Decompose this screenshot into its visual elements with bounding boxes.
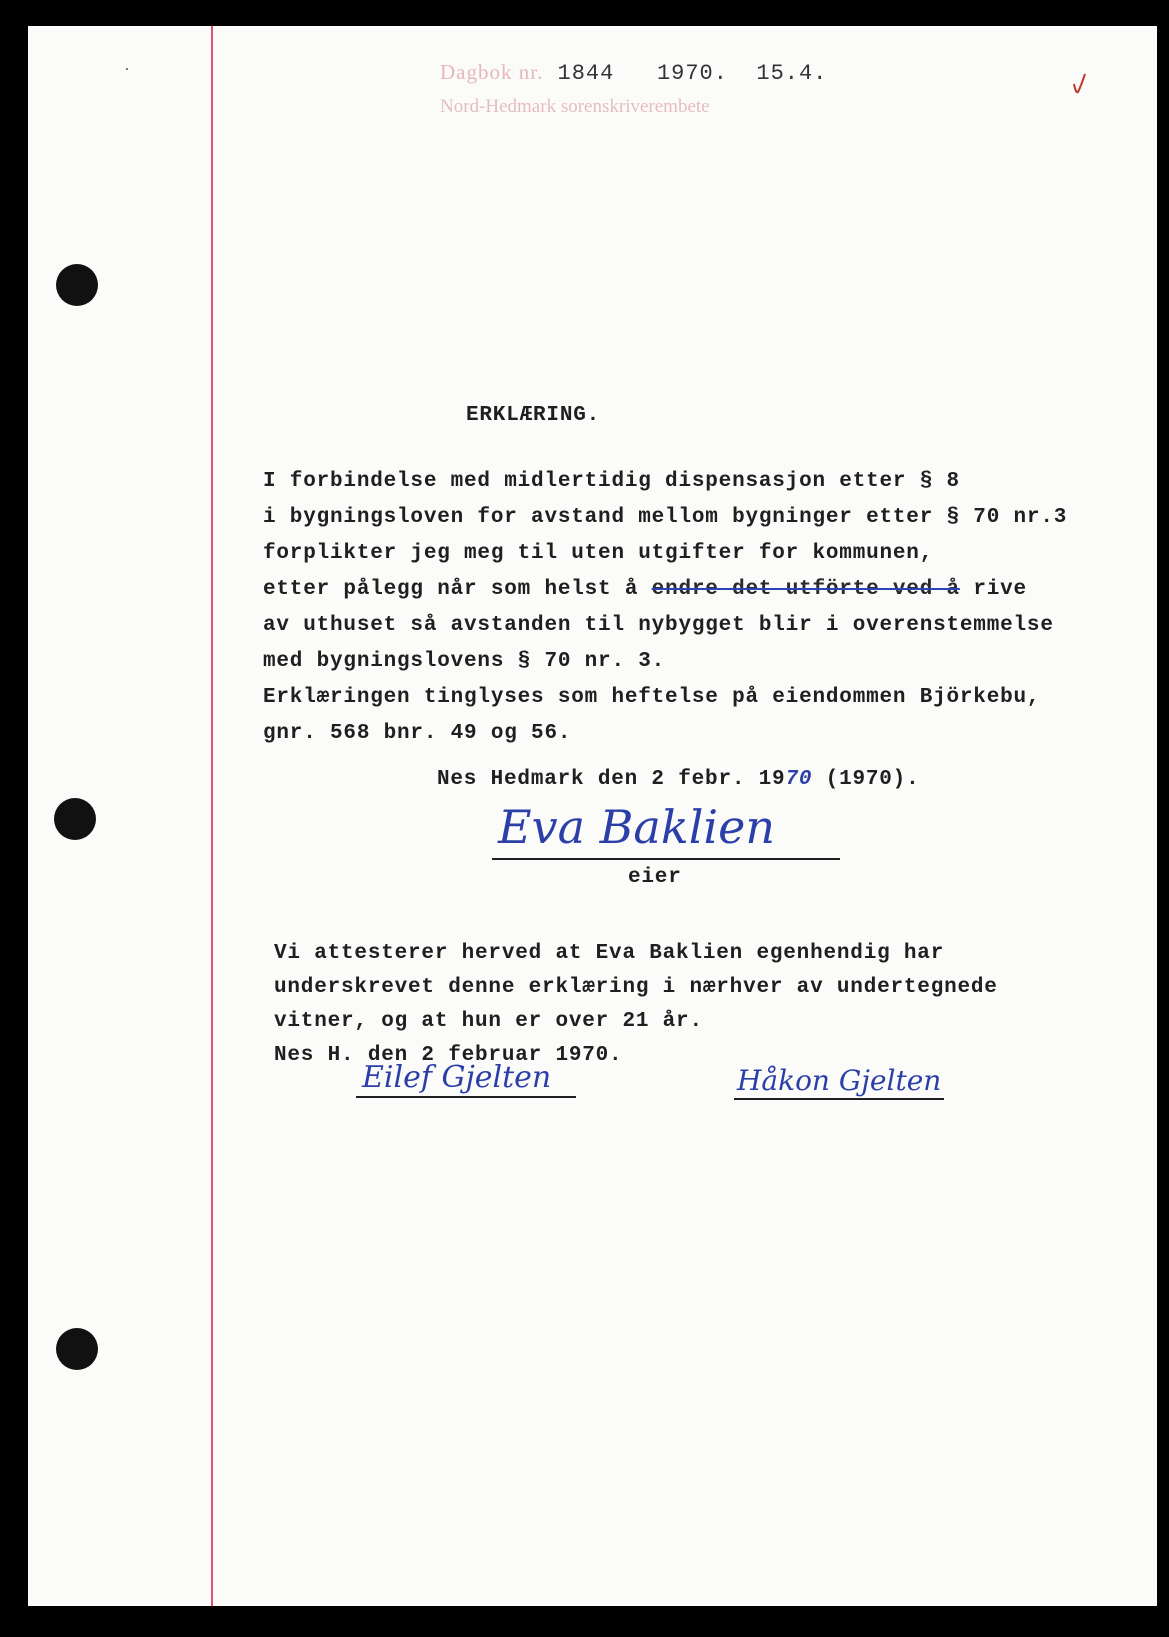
place-date-text: Nes Hedmark den 2 febr. 19 <box>437 768 786 791</box>
margin-line <box>211 26 213 1606</box>
signature-role: eier <box>628 866 682 889</box>
body-line-8: gnr. 568 bnr. 49 og 56. <box>263 722 572 745</box>
stamp-date: 15.4. <box>756 61 828 86</box>
body-line-5: av uthuset så avstanden til nybygget blir i overenstemmelse <box>263 614 1054 637</box>
body-line-6: med bygningslovens § 70 nr. 3. <box>263 650 666 673</box>
check-mark-icon <box>1072 72 1086 94</box>
witness-line-1 <box>356 1096 576 1098</box>
attest-line-4: Nes H. den 2 februar 1970. <box>274 1044 623 1067</box>
struck-text: endre det utförte ved å <box>651 578 960 601</box>
body-line-4 <box>263 578 1027 601</box>
stamp-year: 1970. <box>656 61 728 86</box>
place-date <box>437 768 919 791</box>
witness-signature-2: Håkon Gjelten <box>737 1064 942 1097</box>
document-title: ERKLÆRING. <box>466 404 601 427</box>
place-date-handwritten: 70 <box>785 768 813 791</box>
attest-line-2: underskrevet denne erklæring i nærhver av undertegnede <box>274 976 998 999</box>
owner-signature: Eva Baklien <box>498 800 775 854</box>
stamp-number: 1844 <box>557 61 615 86</box>
punch-hole-bottom <box>56 1328 98 1370</box>
punch-hole-top <box>56 264 98 306</box>
signature-line <box>492 858 840 860</box>
body-line-4-end: rive <box>959 578 1027 601</box>
punch-hole-middle <box>54 798 96 840</box>
place-date-suffix: (1970). <box>812 768 920 791</box>
body-line-1: I forbindelse med midlertidig dispensasjon etter § 8 <box>263 470 960 493</box>
attest-line-1: Vi attesterer herved at Eva Baklien egenhendig har <box>274 942 945 965</box>
witness-signature-1: Eilef Gjelten <box>362 1060 552 1095</box>
stamp-office: Nord-Hedmark sorenskriverembete <box>440 96 710 117</box>
attest-line-3: vitner, og at hun er over 21 år. <box>274 1010 703 1033</box>
body-line-4-start: etter pålegg når som helst å <box>263 578 652 601</box>
body-line-7: Erklæringen tinglyses som heftelse på eiendommen Björkebu, <box>263 686 1041 709</box>
witness-line-2 <box>734 1098 944 1100</box>
registry-stamp <box>440 60 827 86</box>
stamp-prefix: Dagbok nr. <box>440 60 544 84</box>
body-line-2: i bygningsloven for avstand mellom bygninger etter § 70 nr.3 <box>263 506 1068 529</box>
body-line-3: forplikter jeg meg til uten utgifter for kommunen, <box>263 542 934 565</box>
speck <box>126 68 128 70</box>
